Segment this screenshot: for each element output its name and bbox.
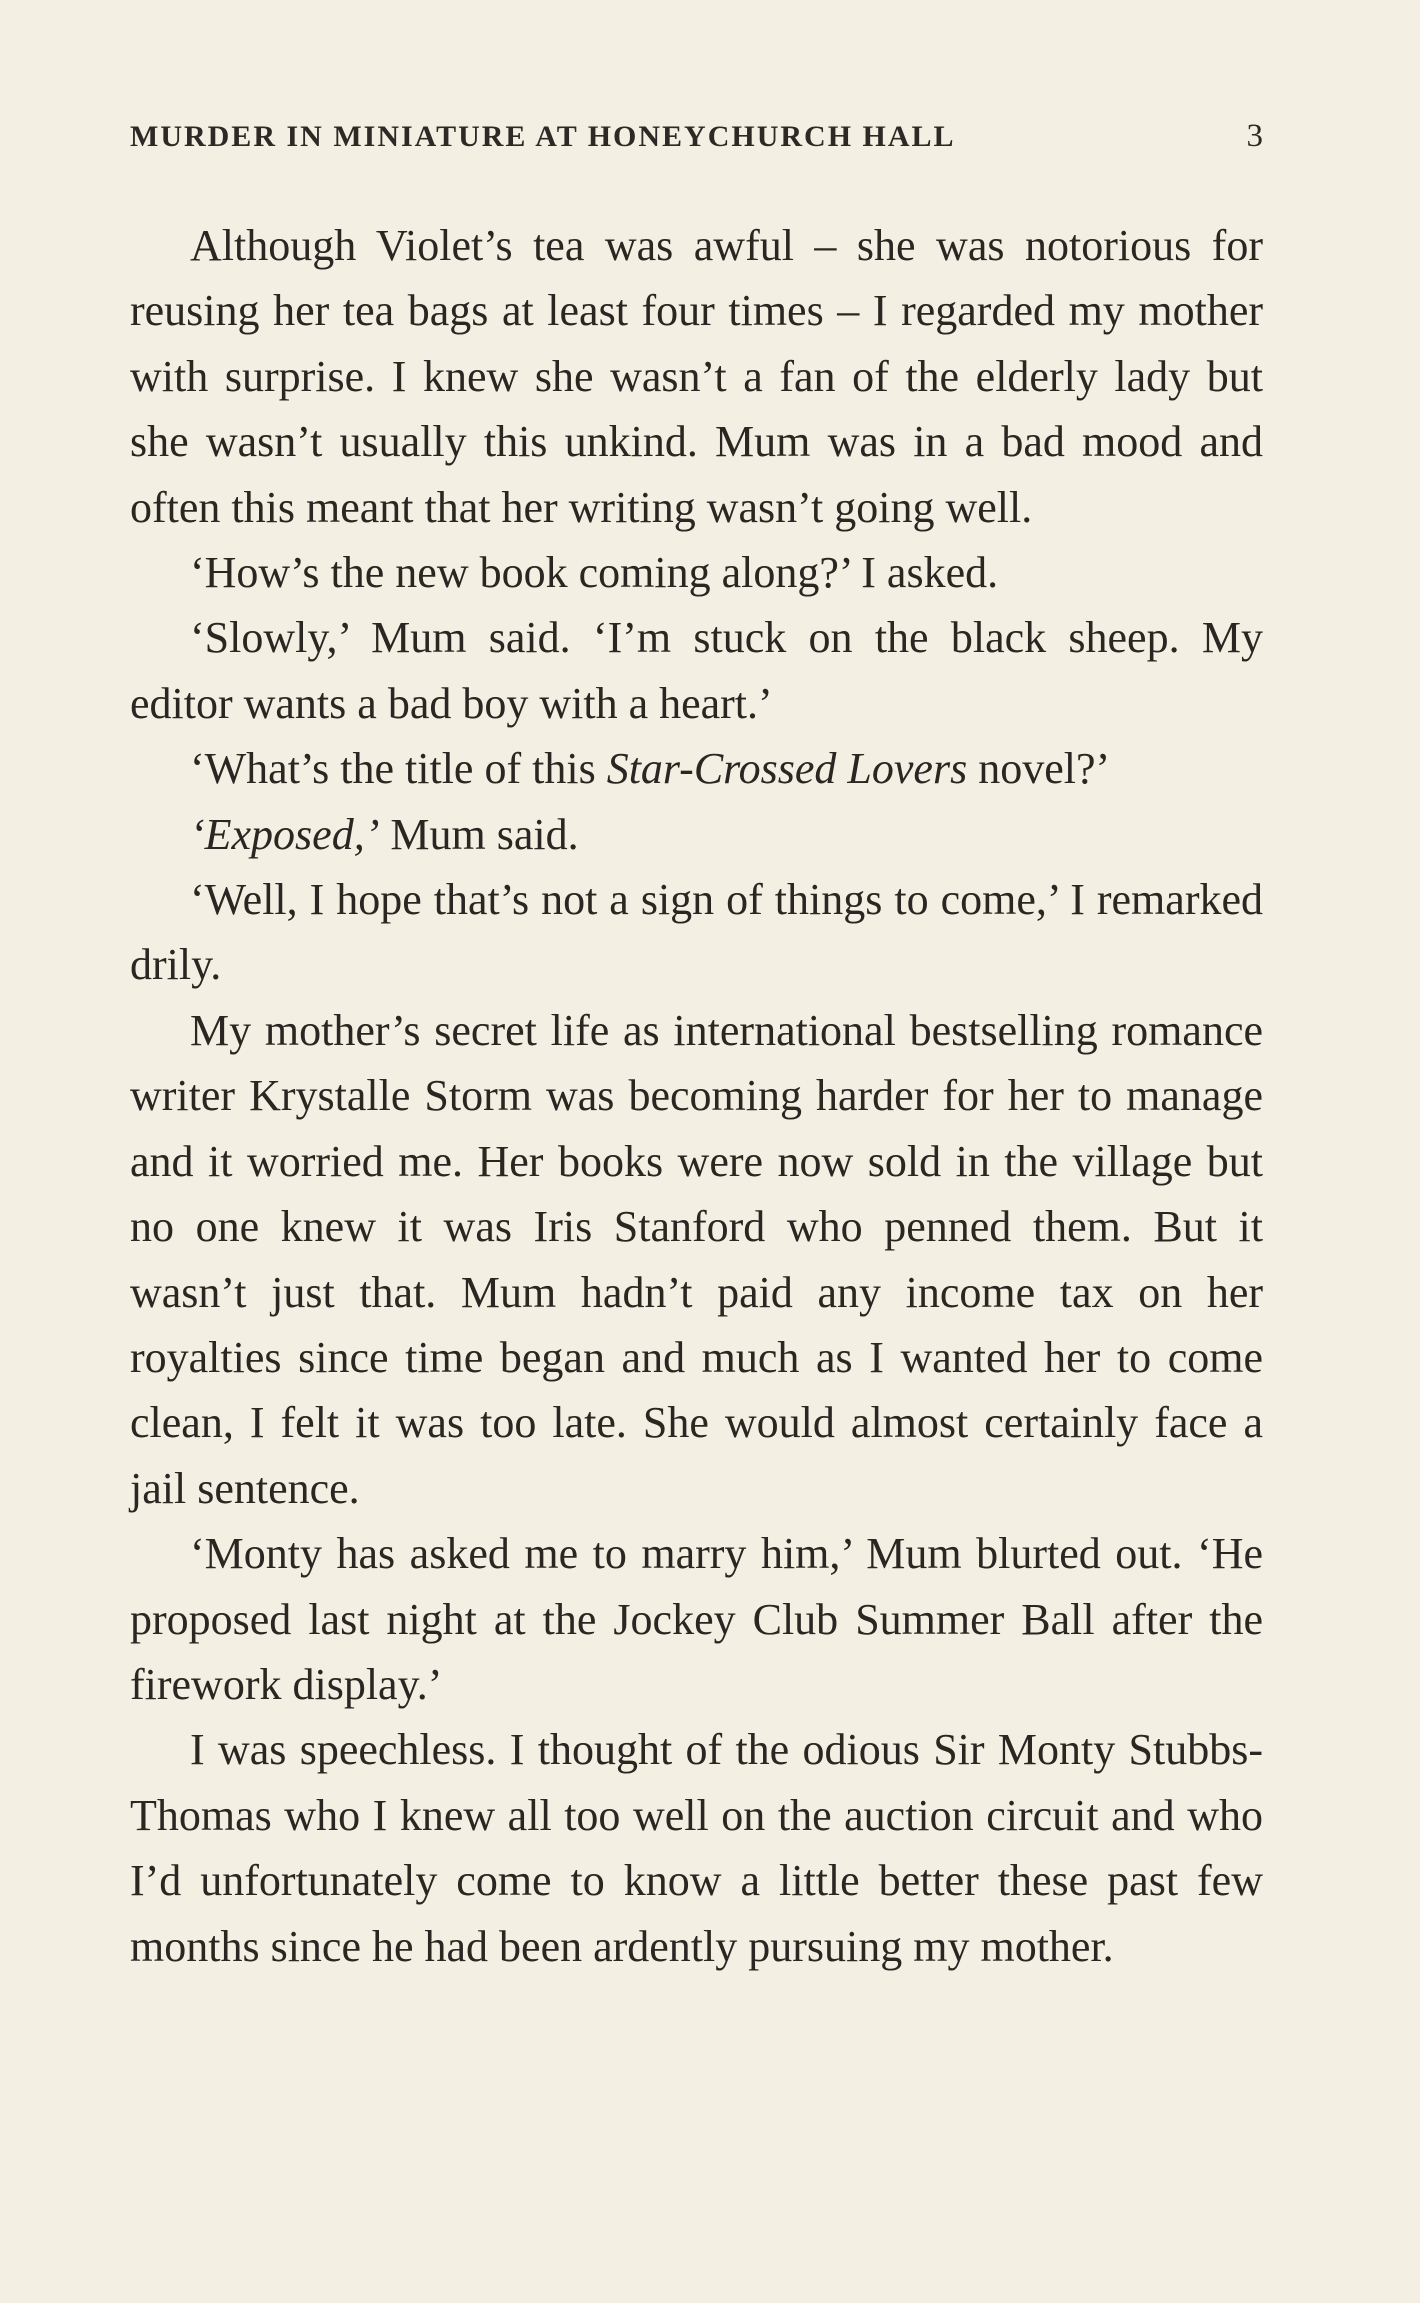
paragraph-3: ‘Slowly,’ Mum said. ‘I’m stuck on the black sheep. My editor wants a bad boy with a heart.’ xyxy=(130,613,1263,728)
body-text xyxy=(130,213,1263,1979)
paragraph-4-text-end: novel?’ xyxy=(967,744,1111,794)
paragraph-4-text-start: ‘What’s the title of this xyxy=(190,744,607,794)
paragraph-2: ‘How’s the new book coming along?’ I asked. xyxy=(190,548,999,598)
page-number: 3 xyxy=(1246,118,1263,154)
paragraph-6: ‘Well, I hope that’s not a sign of things to come,’ I remarked drily. xyxy=(130,875,1263,990)
paragraph-5-text-end: Mum said. xyxy=(379,809,579,859)
running-head xyxy=(130,118,1263,155)
paragraph-4 xyxy=(130,736,1263,801)
book-title: MURDER IN MINIATURE AT HONEYCHURCH HALL xyxy=(130,120,956,153)
paragraph-9: I was speechless. I thought of the odious Sir Monty Stubbs-Thomas who I knew all too well on the auction circuit and who I’d unfortunately come to know a little better these past few months since he had been ardently pursuing my mother. xyxy=(130,1725,1263,1971)
paragraph-8: ‘Monty has asked me to marry him,’ Mum blurted out. ‘He proposed last night at the Jockey Club Summer Ball after the firework display.’ xyxy=(130,1529,1263,1709)
paragraph-1: Although Violet’s tea was awful – she was notorious for reusing her tea bags at least four times – I regarded my mother with surprise. I knew she wasn’t a fan of the elderly lady but she wasn’t usually this unkind. Mum was in a bad mood and often this meant that her writing wasn’t going well. xyxy=(130,221,1263,532)
paragraph-7: My mother’s secret life as international bestselling romance writer Krystalle Storm was becoming harder for her to manage and it worried me. Her books were now sold in the village but no one knew it was Iris Stanford who penned them. But it wasn’t just that. Mum hadn’t paid any income tax on her royalties since time began and much as I wanted her to come clean, I felt it was too late. She would almost certainly face a jail sentence. xyxy=(130,1005,1263,1513)
paragraph-5 xyxy=(130,802,1263,867)
book-title-exposed: ‘Exposed,’ xyxy=(190,809,380,859)
novel-series-title: Star-Crossed Lovers xyxy=(606,744,968,794)
